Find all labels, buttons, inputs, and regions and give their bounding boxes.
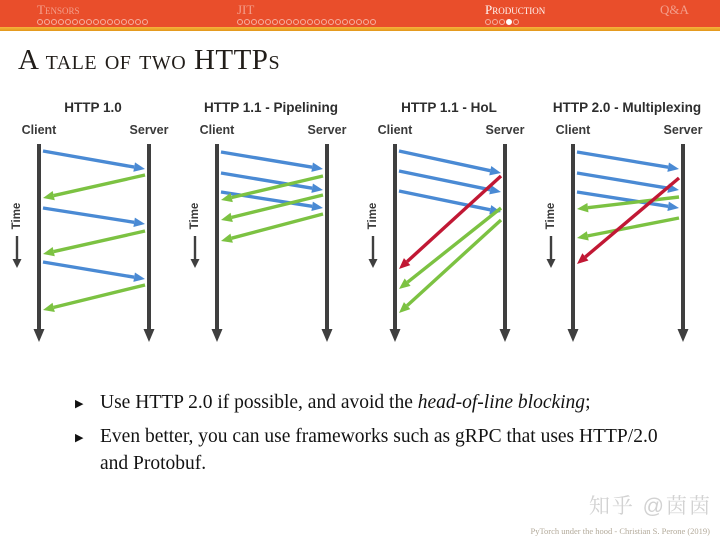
slide-dot[interactable]	[321, 19, 327, 25]
time-axis-label: Time	[189, 202, 201, 230]
nav-section-qa[interactable]	[660, 3, 689, 25]
nav-section-label: Q&A	[660, 2, 689, 17]
slide-dot[interactable]	[286, 19, 292, 25]
server-label: Server	[663, 123, 703, 137]
server-label: Server	[485, 123, 525, 137]
slide-dot[interactable]	[58, 19, 64, 25]
slide-dot[interactable]	[370, 19, 376, 25]
request-arrow-head	[667, 163, 679, 172]
time-arrow-head	[13, 259, 22, 268]
slide-title: A tale of two HTTPs	[18, 44, 281, 76]
response-arrow-head	[221, 234, 233, 243]
slide-dot[interactable]	[342, 19, 348, 25]
nav-section-label: Production	[485, 2, 546, 17]
slide-dot[interactable]	[513, 19, 519, 25]
slide-dot[interactable]	[492, 19, 498, 25]
nav-header	[0, 0, 720, 27]
server-lifeline-head	[500, 329, 511, 342]
nav-section-jit[interactable]	[237, 3, 377, 25]
nav-section-label: Tensors	[37, 2, 80, 17]
diagram-http20-multiplexing	[538, 100, 716, 356]
slide-dot[interactable]	[107, 19, 113, 25]
slide-dot[interactable]	[279, 19, 285, 25]
diagram-title: HTTP 1.1 - Pipelining	[203, 100, 339, 115]
server-label: Server	[129, 123, 169, 137]
slide-dot[interactable]	[237, 19, 243, 25]
slide-dot[interactable]	[485, 19, 491, 25]
request-arrow	[399, 171, 490, 190]
slide-dot[interactable]	[100, 19, 106, 25]
slide-dot[interactable]	[72, 19, 78, 25]
time-axis-label: Time	[11, 202, 23, 230]
accent-divider	[0, 27, 720, 31]
slide-dot[interactable]	[363, 19, 369, 25]
slide-dot[interactable]	[335, 19, 341, 25]
response-arrow	[588, 218, 679, 236]
request-arrow	[577, 173, 668, 188]
slide-dot[interactable]	[300, 19, 306, 25]
nav-slide-dots	[660, 19, 689, 25]
bullet-item	[75, 390, 675, 417]
sequence-diagram-svg	[541, 120, 713, 356]
client-label: Client	[555, 123, 591, 137]
slide-dot[interactable]	[79, 19, 85, 25]
slide-dot[interactable]	[128, 19, 134, 25]
diagram-title: HTTP 1.0	[64, 100, 122, 115]
slide-dot[interactable]	[314, 19, 320, 25]
request-arrow-head	[311, 163, 323, 172]
slide-dot[interactable]	[356, 19, 362, 25]
nav-slide-dots	[37, 19, 149, 25]
server-label: Server	[307, 123, 347, 137]
sequence-diagram-svg	[185, 120, 357, 356]
bullet-text: Even better, you can use frameworks such as gRPC that uses HTTP/2.0 and Protobuf.	[100, 426, 658, 474]
response-arrow	[232, 214, 323, 238]
slide-dot[interactable]	[244, 19, 250, 25]
diagram-row	[4, 100, 716, 356]
client-label: Client	[199, 123, 235, 137]
slide-dot[interactable]	[258, 19, 264, 25]
footer-credit: PyTorch under the hood - Christian S. Perone (2019)	[530, 526, 710, 536]
nav-section-tensors[interactable]	[37, 3, 149, 25]
request-arrow	[43, 262, 134, 277]
request-arrow-head	[133, 218, 145, 227]
bullet-text: Use HTTP 2.0 if possible, and avoid the head-of-line blocking;	[100, 392, 591, 413]
slide-dot[interactable]	[37, 19, 43, 25]
slide-dot[interactable]	[349, 19, 355, 25]
response-arrow-head	[43, 247, 55, 256]
request-arrow	[221, 192, 312, 206]
request-arrow-head	[133, 162, 145, 171]
time-arrow-head	[369, 259, 378, 268]
slide-dot[interactable]	[121, 19, 127, 25]
slide-dot[interactable]	[135, 19, 141, 25]
client-lifeline-head	[568, 329, 579, 342]
diagram-http11-hol	[360, 100, 538, 356]
sequence-diagram-svg	[363, 120, 535, 356]
zhihu-watermark: 知乎 @茵茵	[588, 495, 712, 518]
request-arrow	[577, 152, 668, 167]
server-lifeline-head	[678, 329, 689, 342]
nav-slide-dots	[485, 19, 545, 25]
slide-dot[interactable]	[51, 19, 57, 25]
bullet-item	[75, 424, 675, 478]
slide-dot[interactable]	[44, 19, 50, 25]
response-arrow-head	[43, 191, 55, 200]
slide-dot[interactable]	[93, 19, 99, 25]
response-arrow	[54, 231, 145, 252]
slide-dot[interactable]	[328, 19, 334, 25]
nav-section-production[interactable]	[485, 3, 545, 25]
client-lifeline-head	[34, 329, 45, 342]
slide-dot[interactable]	[114, 19, 120, 25]
nav-slide-dots	[237, 19, 377, 25]
client-lifeline-head	[390, 329, 401, 342]
bullet-triangle-icon: ▶	[75, 431, 84, 444]
client-lifeline-head	[212, 329, 223, 342]
request-arrow-head	[133, 273, 145, 282]
time-arrow-head	[191, 259, 200, 268]
request-arrow-head	[311, 184, 323, 193]
sequence-diagram-svg	[7, 120, 179, 356]
diagram-title: HTTP 2.0 - Multiplexing	[552, 100, 702, 115]
diagram-http11-pipelining	[182, 100, 360, 356]
slide-dot[interactable]	[499, 19, 505, 25]
time-axis-label: Time	[367, 202, 379, 230]
request-arrow	[399, 151, 490, 171]
slide-dot[interactable]	[251, 19, 257, 25]
request-arrow-head	[667, 202, 679, 211]
response-arrow-head	[577, 231, 589, 240]
response-arrow-head	[43, 303, 55, 312]
diagram-http10	[4, 100, 182, 356]
slide-dot[interactable]	[142, 19, 148, 25]
slide-dot[interactable]	[293, 19, 299, 25]
client-label: Client	[377, 123, 413, 137]
blocked-response-arrow	[585, 178, 679, 257]
nav-section-label: JIT	[237, 2, 255, 17]
slide-dot[interactable]	[307, 19, 313, 25]
response-arrow-head	[221, 213, 233, 222]
slide-dot[interactable]	[65, 19, 71, 25]
slide-dot[interactable]	[265, 19, 271, 25]
response-arrow	[54, 285, 145, 307]
current-slide-dot[interactable]	[506, 19, 512, 25]
request-arrow	[43, 208, 134, 222]
request-arrow	[43, 151, 134, 167]
server-lifeline-head	[144, 329, 155, 342]
slide-dot[interactable]	[86, 19, 92, 25]
client-label: Client	[21, 123, 57, 137]
bullet-triangle-icon: ▶	[75, 397, 84, 410]
request-arrow-head	[311, 202, 323, 211]
diagram-title: HTTP 1.1 - HoL	[401, 100, 497, 115]
request-arrow-head	[489, 166, 501, 175]
bullet-list	[75, 390, 675, 485]
time-axis-label: Time	[545, 202, 557, 230]
slide-dot[interactable]	[272, 19, 278, 25]
request-arrow	[221, 152, 312, 167]
response-arrow	[407, 220, 501, 306]
response-arrow-head	[577, 203, 588, 212]
response-arrow	[54, 175, 145, 196]
time-arrow-head	[547, 259, 556, 268]
server-lifeline-head	[322, 329, 333, 342]
